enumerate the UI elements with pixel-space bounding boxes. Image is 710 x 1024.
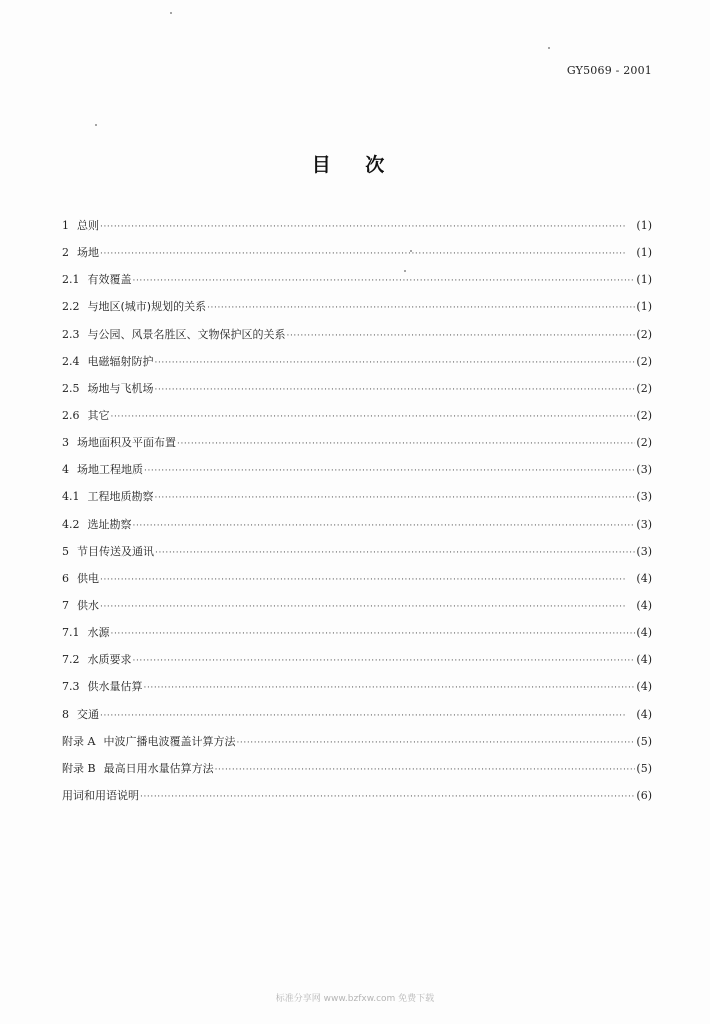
toc-entry-page: (2) [636,381,652,395]
toc-entry-label: 供水量估算 [87,680,143,694]
toc-entry-number: 2.5 [62,381,80,395]
toc-entry-label: 其它 [87,408,110,422]
toc-entry-label: 节目传送及通讯 [77,544,154,558]
toc-entry[interactable] [62,300,652,327]
toc-entry-label: 电磁辐射防护 [87,354,154,368]
toc-entry[interactable] [62,409,652,436]
toc-entry-page: (3) [636,463,652,477]
toc-entry-label: 场地工程地质 [77,463,143,477]
toc-entry[interactable] [62,246,652,273]
toc-entry-number: 7.1 [62,626,80,640]
standard-code: GY5069 - 2001 [566,64,652,77]
toc-leader-dots [207,301,635,315]
toc-entry-page: (2) [636,408,652,422]
toc-leader-dots [155,383,636,397]
toc-entry-number: 2.3 [62,327,80,341]
toc-entry-page: (4) [636,707,652,721]
toc-entry-label: 供电 [77,571,99,585]
toc-entry-label: 有效覆盖 [87,273,132,287]
scan-speck [170,12,172,14]
toc-entry-label: 工程地质勘察 [87,490,154,504]
toc-entry-page: (5) [636,761,652,775]
toc-entry-number: 8 [62,707,69,721]
toc-entry-number: 4.1 [62,490,80,504]
toc-leader-dots [111,627,636,641]
toc-entry[interactable] [62,680,652,707]
toc-leader-dots [140,790,635,804]
toc-entry-label: 中波广播电波覆盖计算方法 [103,734,236,748]
toc-entry[interactable] [62,219,652,246]
toc-entry[interactable] [62,653,652,680]
toc-leader-dots [155,491,636,505]
toc-entry-page: (4) [636,598,652,612]
page-title: 目 次 [311,154,399,176]
table-of-contents [62,219,652,816]
toc-leader-dots [236,736,635,750]
scan-speck [404,270,406,272]
scan-speck [410,250,412,252]
toc-entry-label: 水质要求 [87,653,132,667]
toc-entry[interactable] [62,328,652,355]
toc-leader-dots [133,654,636,668]
toc-entry-number: 3 [62,436,69,450]
toc-entry[interactable] [62,463,652,490]
toc-entry-number: 7.2 [62,653,80,667]
toc-entry-label: 总则 [77,219,99,232]
toc-entry[interactable] [62,382,652,409]
toc-leader-dots [100,600,635,614]
scan-speck [95,124,97,126]
toc-leader-dots [215,763,636,777]
toc-entry-number: 7 [62,598,69,612]
toc-entry[interactable] [62,762,652,789]
toc-entry[interactable] [62,436,652,463]
toc-entry-page: (2) [636,354,652,368]
toc-entry-number: 4.2 [62,517,80,531]
toc-leader-dots [100,709,635,723]
toc-entry-number: 2.6 [62,408,80,422]
toc-entry[interactable] [62,735,652,762]
toc-leader-dots [100,220,635,234]
toc-entry[interactable] [62,708,652,735]
toc-entry-number: 附录 B [62,761,96,775]
toc-entry-page: (1) [636,273,652,287]
toc-entry-page: (2) [636,327,652,341]
toc-entry-number: 1 [62,219,69,232]
toc-entry[interactable] [62,490,652,517]
toc-entry-label: 交通 [77,707,99,721]
toc-entry-label: 用词和用语说明 [62,788,139,802]
toc-leader-dots [133,519,636,533]
toc-entry-label: 供水 [77,598,99,612]
toc-entry-page: (4) [636,653,652,667]
toc-entry-label: 场地 [77,246,99,260]
toc-entry-page: (1) [636,246,652,260]
toc-entry-page: (4) [636,680,652,694]
toc-entry-number: 6 [62,571,69,585]
toc-entry-number: 附录 A [62,734,96,748]
toc-entry-label: 选址勘察 [87,517,132,531]
toc-entry-label: 与公园、风景名胜区、文物保护区的关系 [87,327,286,341]
toc-entry-number: 2.4 [62,354,80,368]
toc-entry-label: 与地区(城市)规划的关系 [87,300,207,314]
toc-entry-page: (6) [636,788,652,802]
toc-entry-label: 场地与飞机场 [87,381,154,395]
toc-leader-dots [177,437,635,451]
toc-entry-number: 2.1 [62,273,80,287]
toc-entry[interactable] [62,626,652,653]
toc-leader-dots [100,247,635,261]
toc-entry-page: (4) [636,571,652,585]
toc-entry-page: (3) [636,490,652,504]
toc-entry-number: 5 [62,544,69,558]
toc-entry-label: 场地面积及平面布置 [77,436,176,450]
toc-leader-dots [144,464,635,478]
toc-entry-label: 水源 [87,626,110,640]
toc-entry[interactable] [62,273,652,300]
toc-leader-dots [287,329,636,343]
toc-entry-number: 2 [62,246,69,260]
toc-entry-number: 2.2 [62,300,80,314]
toc-entry[interactable] [62,789,652,816]
toc-entry-page: (2) [636,436,652,450]
toc-leader-dots [111,410,636,424]
toc-entry-page: (1) [636,219,652,232]
toc-entry-page: (3) [636,544,652,558]
toc-entry-label: 最高日用水量估算方法 [103,761,214,775]
toc-entry-number: 7.3 [62,680,80,694]
toc-entry-page: (3) [636,517,652,531]
toc-entry[interactable] [62,599,652,626]
toc-leader-dots [133,274,636,288]
toc-entry[interactable] [62,518,652,545]
toc-leader-dots [155,546,635,560]
toc-entry-page: (4) [636,626,652,640]
toc-entry-page: (5) [636,734,652,748]
toc-leader-dots [155,356,636,370]
toc-leader-dots [144,681,636,695]
toc-entry[interactable] [62,355,652,382]
toc-entry[interactable] [62,572,652,599]
toc-entry-page: (1) [636,300,652,314]
watermark: 标准分享网 www.bzfxw.com 免费下载 [275,994,435,1004]
toc-entry[interactable] [62,545,652,572]
scan-speck [548,47,550,49]
toc-leader-dots [100,573,635,587]
toc-entry-number: 4 [62,463,69,477]
